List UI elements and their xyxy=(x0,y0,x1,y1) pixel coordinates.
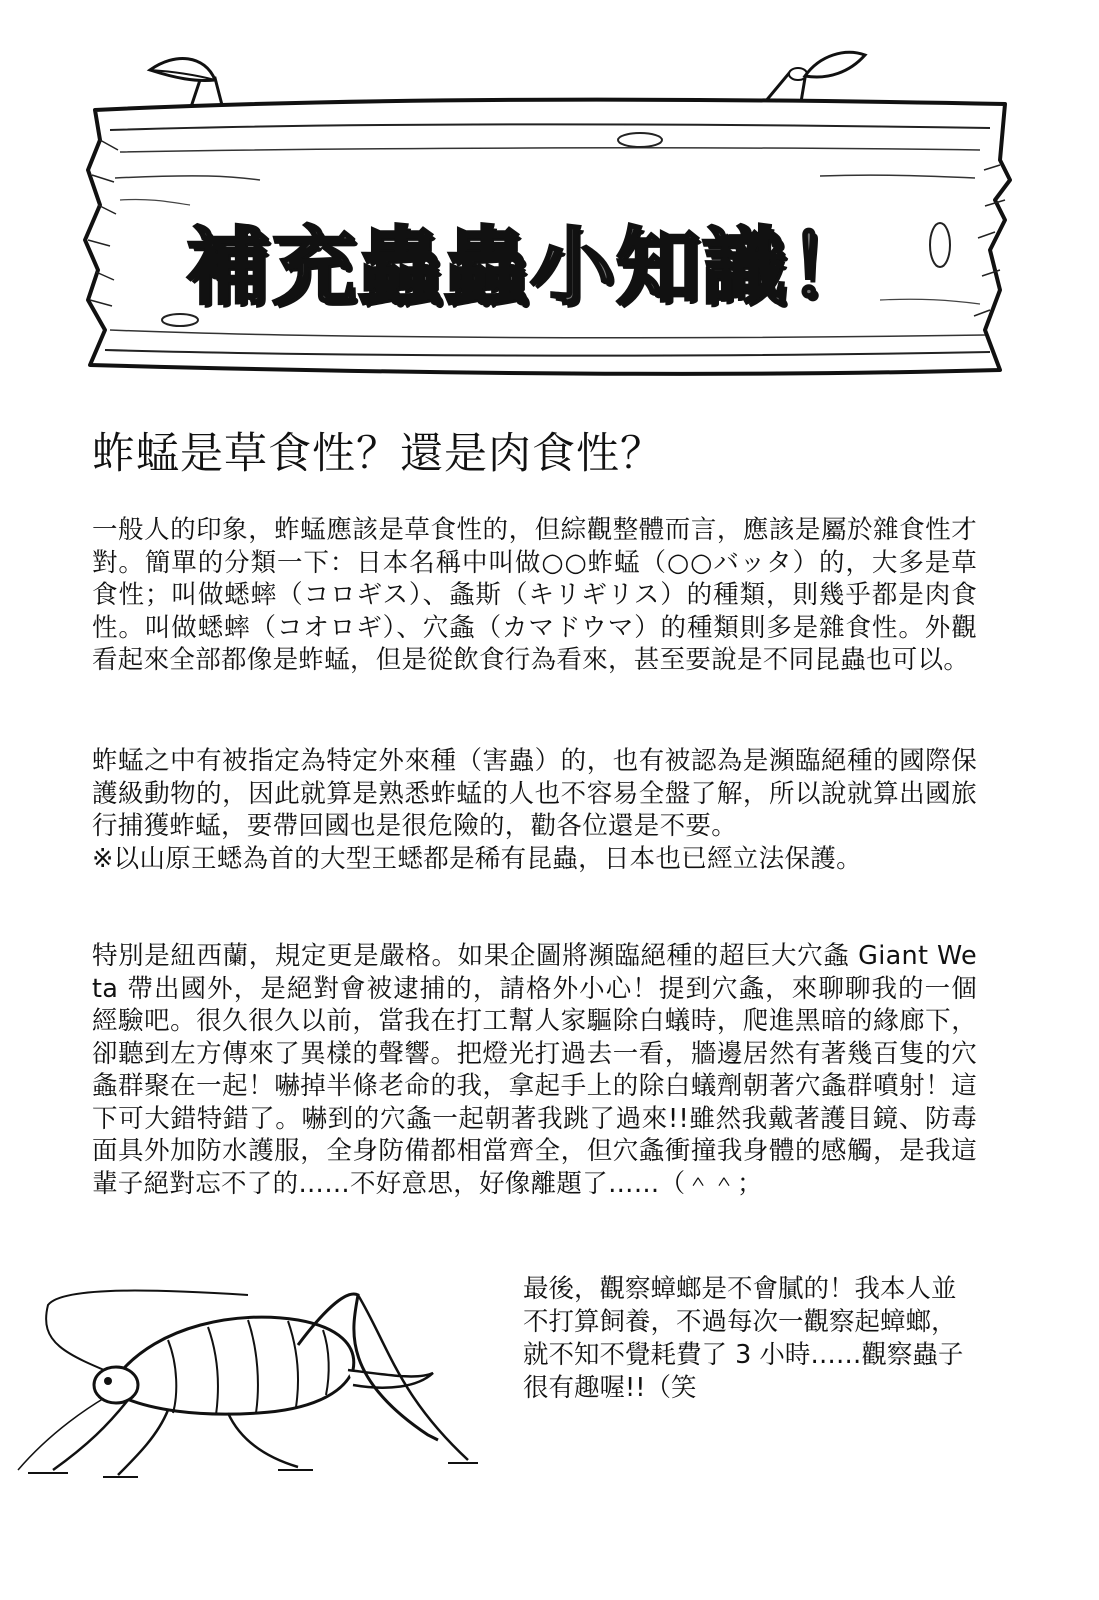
paragraph-closing: 最後，觀察蟑螂是不會膩的！我本人並不打算飼養，不過每次一觀察起蟑螂，就不知不覺耗費了 3 小時……觀察蟲子很有趣喔!!（笑 xyxy=(523,1274,964,1403)
paragraph-protected-species xyxy=(92,745,977,875)
paragraph-diet-classification: 一般人的印象，蚱蜢應該是草食性的，但綜觀整體而言，應該是屬於雜食性才對。簡單的分類一下：日本名稱中叫做○○蚱蜢（○○バッタ）的，大多是草食性；叫做蟋蟀（コロギス）、螽斯（キリギリス）的種類，則幾乎都是肉食性。叫做蟋蟀（コオロギ）、穴螽（カマドウマ）的種類則多是雜食性。外觀看起來全部都像是蚱蜢，但是從飲食行為看來，甚至要說是不同昆蟲也可以。 xyxy=(92,515,977,675)
sign-title: 補充蟲蟲小知識！ xyxy=(185,217,874,316)
footnote: ※以山原王蟋為首的大型王蟋都是稀有昆蟲，日本也已經立法保護。 xyxy=(92,843,862,874)
cave-cricket-illustration xyxy=(8,1285,478,1485)
section-heading: 蚱蜢是草食性？還是肉食性？ xyxy=(92,429,664,479)
paragraph-body: 蚱蜢之中有被指定為特定外來種（害蟲）的，也有被認為是瀕臨絕種的國際保護級動物的，因此就算是熟悉蚱蜢的人也不容易全盤了解，所以說就算出國旅行捕獲蚱蜢，要帶回國也是很危險的，勸各位還是不要。 xyxy=(92,746,977,841)
paragraph-giant-weta-story: 特別是紐西蘭，規定更是嚴格。如果企圖將瀕臨絕種的超巨大穴螽 Giant Weta 帶出國外，是絕對會被逮捕的，請格外小心！提到穴螽，來聊聊我的一個經驗吧。很久很久以前，當我在打工幫人家驅除白蟻時，爬進黑暗的緣廊下，卻聽到左方傳來了異樣的聲響。把燈光打過去一看，牆邊居然有著幾百隻的穴螽群聚在一起！嚇掉半條老命的我，拿起手上的除白蟻劑朝著穴螽群噴射！這下可大錯特錯了。嚇到的穴螽一起朝著我跳了過來!!雖然我戴著護目鏡、防毒面具外加防水護服，全身防備都相當齊全，但穴螽衝撞我身體的感觸，是我這輩子絕對忘不了的……不好意思，好像離題了……（＾＾； xyxy=(92,941,977,1199)
wooden-sign-banner xyxy=(0,0,1099,430)
